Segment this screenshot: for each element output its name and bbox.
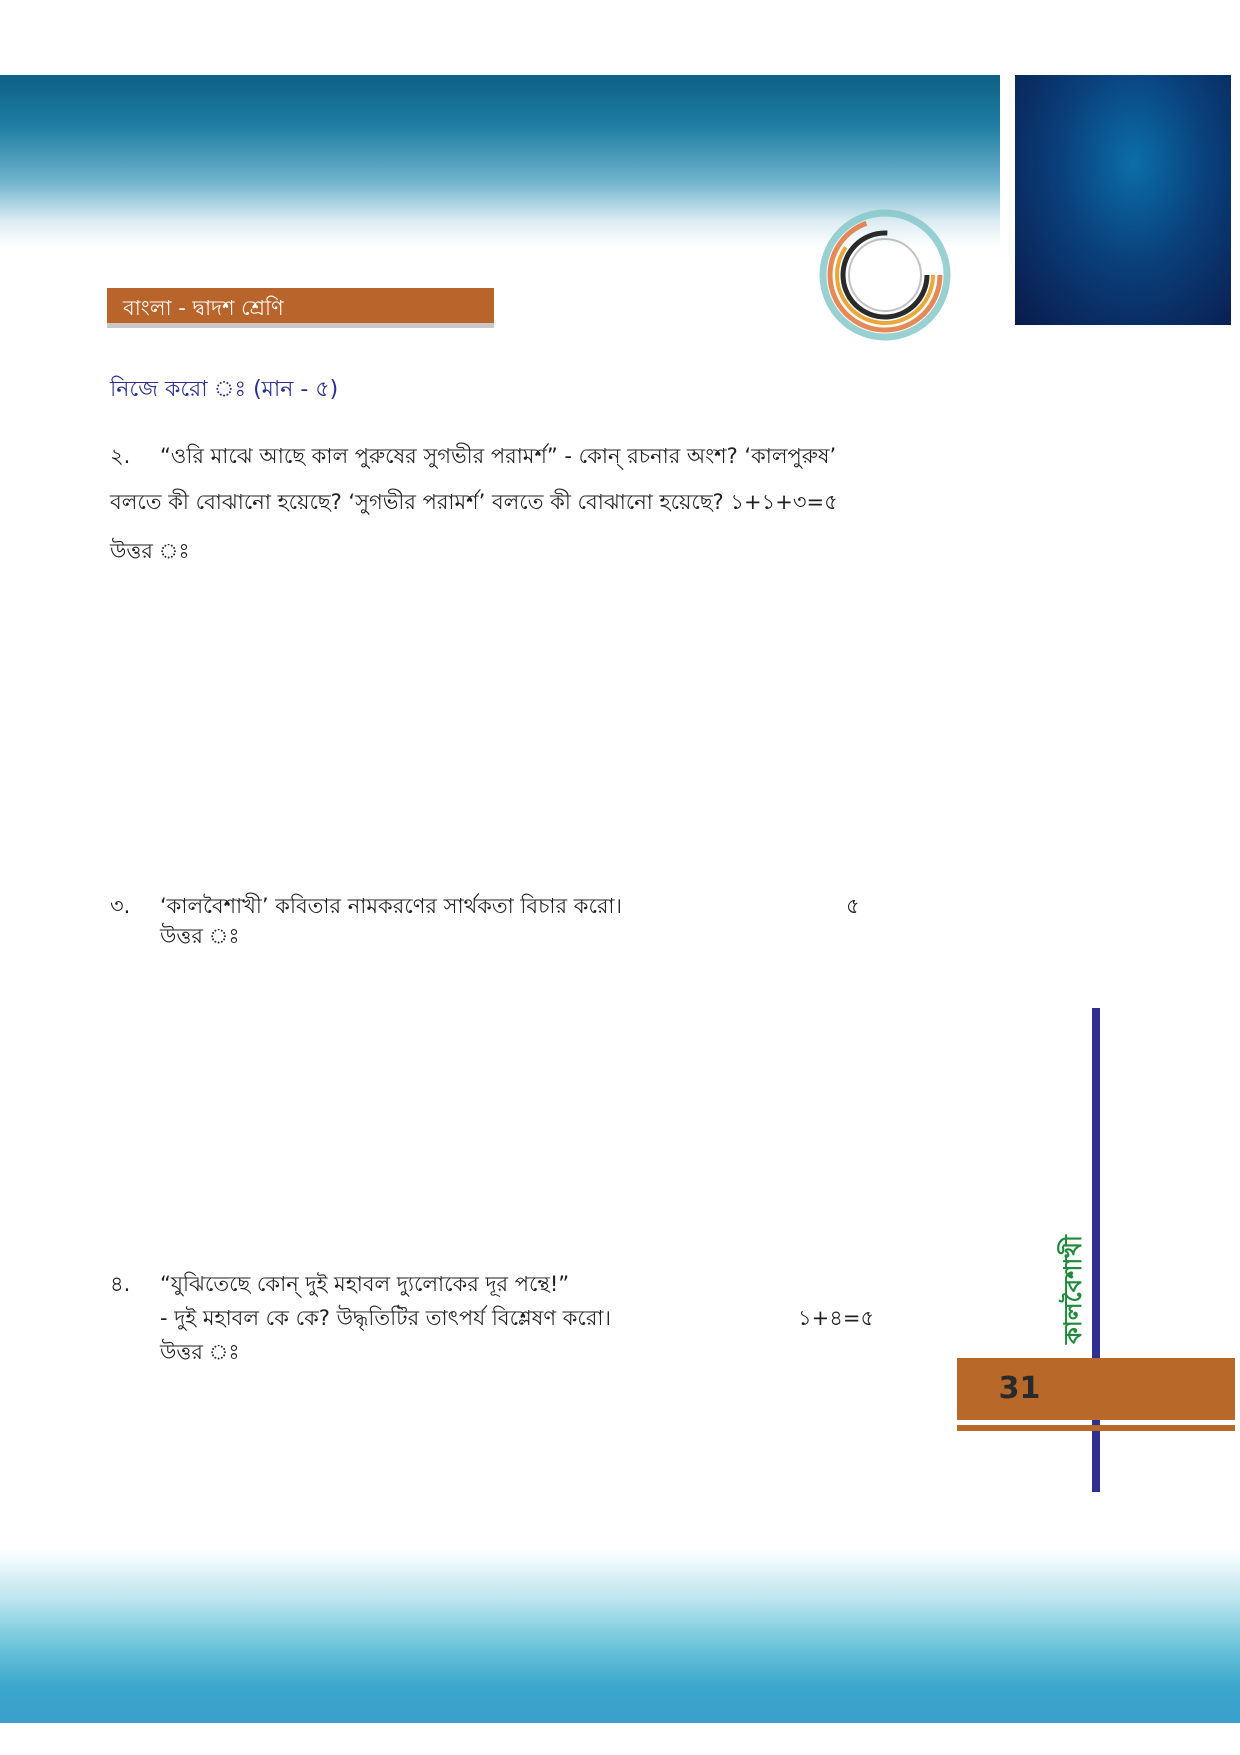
question-marks: ৫ <box>846 894 860 918</box>
question-number: ২. <box>110 444 131 468</box>
answer-label: উত্তর ঃ <box>110 539 190 563</box>
footer-gradient-band <box>0 1548 1240 1723</box>
question-text-line: “যুঝিতেছে কোন্ দুই মহাবল দ্যুলোকের দূর পন্থে!” <box>160 1272 570 1296</box>
page-number: 31 <box>998 1371 1041 1406</box>
question-marks: ১+৪=৫ <box>798 1306 875 1330</box>
question-number: ৩. <box>110 894 131 918</box>
page-number-box <box>957 1358 1235 1420</box>
answer-label: উত্তর ঃ <box>160 1340 240 1364</box>
page-number-underline <box>957 1425 1235 1431</box>
header-corner-square <box>1015 75 1231 325</box>
subject-banner: বাংলা - দ্বাদশ শ্রেণি <box>107 288 494 328</box>
question-text-line: “ওরি মাঝে আছে কাল পুরুষের সুগভীর পরামর্শ” - কোন্ রচনার অংশ? ‘কালপুরুষ’ <box>160 444 837 468</box>
section-heading: নিজে করো ঃ (মান - ৫) <box>110 377 339 402</box>
question-text-line: ‘কালবৈশাখী’ কবিতার নামকরণের সার্থকতা বিচার করো। <box>160 894 623 918</box>
question-text-line: - দুই মহাবল কে কে? উদ্ধৃতিটির তাৎপর্য বিশ্লেষণ করো। <box>160 1306 611 1330</box>
answer-label: উত্তর ঃ <box>160 924 240 948</box>
question-text-line: বলতে কী বোঝানো হয়েছে? ‘সুগভীর পরামর্শ’ বলতে কী বোঝানো হয়েছে? ১+১+৩=৫ <box>110 490 838 514</box>
question-number: ৪. <box>110 1272 131 1296</box>
chapter-label: কালবৈশাখী <box>1059 1235 1087 1345</box>
rings-logo-icon <box>815 205 955 345</box>
